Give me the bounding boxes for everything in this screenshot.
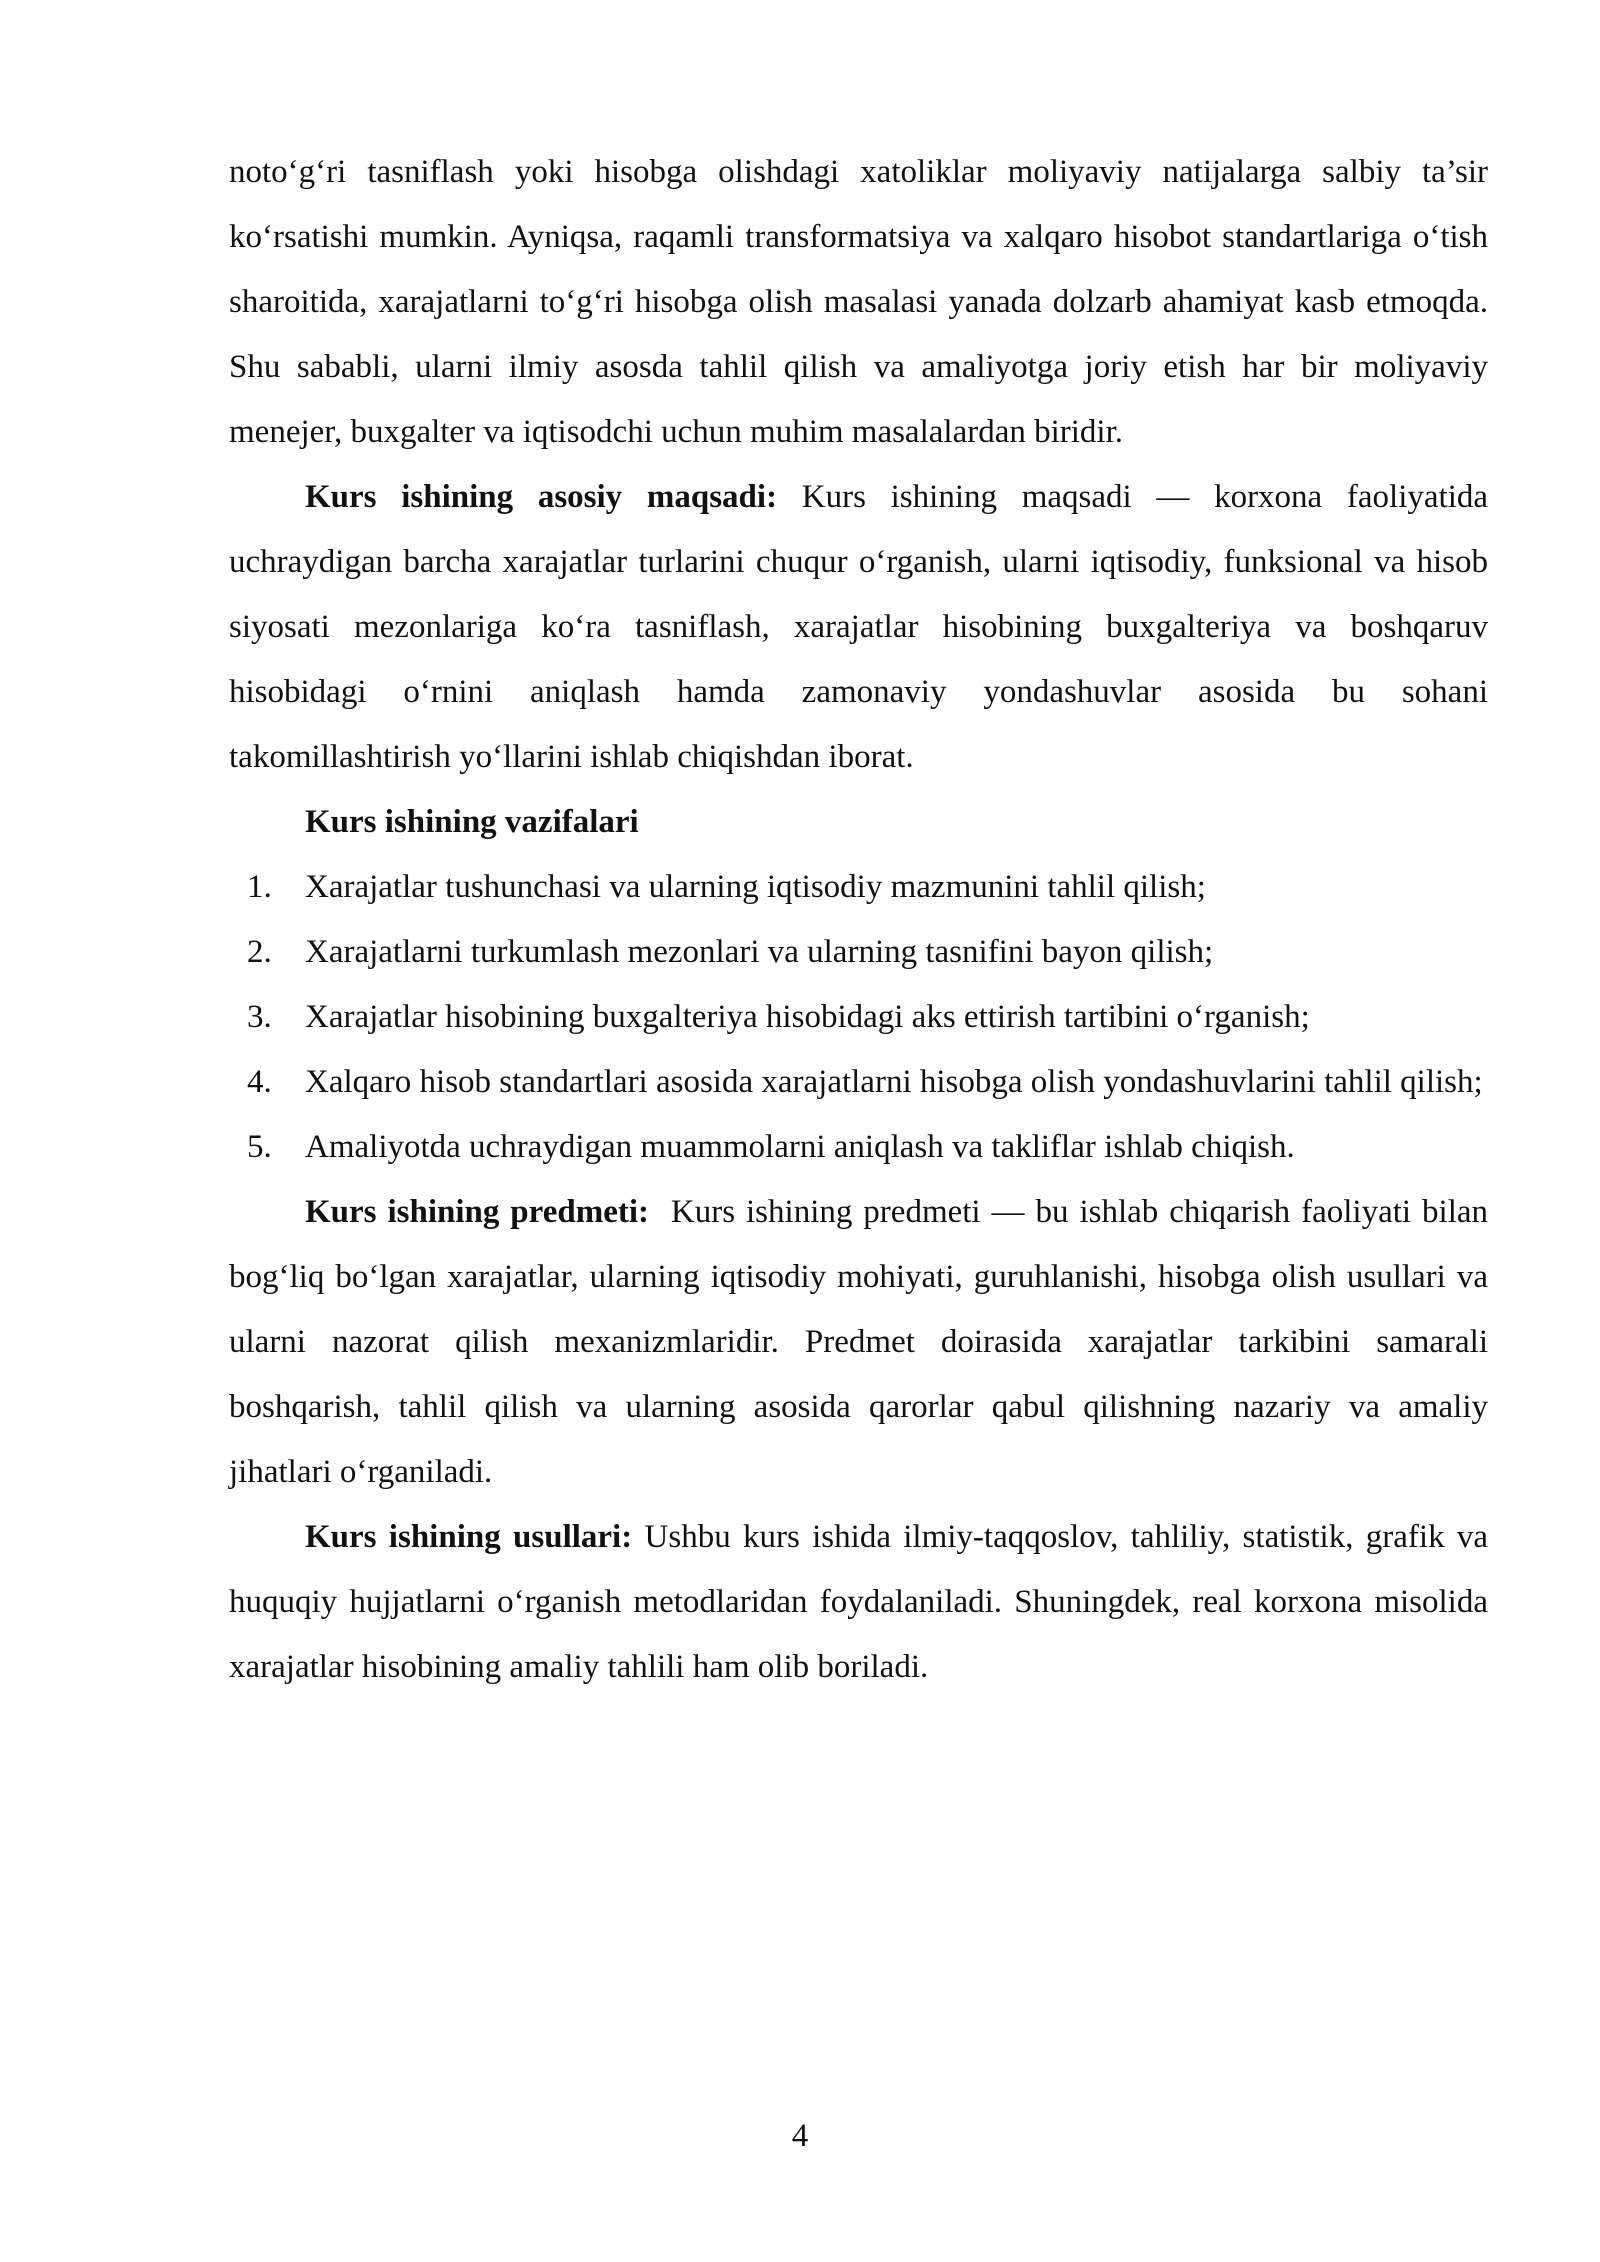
list-item-text: Amaliyotda uchraydigan muammolarni aniqlash va takliflar ishlab chiqish. (305, 1129, 1295, 1165)
tasks-heading: Kurs ishining vazifalari (305, 804, 639, 840)
list-item (229, 920, 1488, 985)
list-item (229, 855, 1488, 920)
methods-text: Ushbu kurs ishida ilmiy-taqqoslov, tahliliy, statistik, grafik va huquqiy hujjatlarni o‘rganish metodlaridan foydalaniladi. Shuningdek, real korxona misolida xarajatlar hisobining amaliy tahlili ham olib boriladi. (229, 1519, 1489, 1685)
document-page (229, 140, 1488, 1700)
list-item (229, 1115, 1488, 1180)
list-item (229, 1050, 1488, 1115)
page-number: 4 (791, 2118, 809, 2154)
list-item-number: 4. (247, 1064, 272, 1100)
list-item-text: Xarajatlar hisobining buxgalteriya hisobidagi aks ettirish tartibini o‘rganish; (305, 999, 1310, 1035)
goal-paragraph (229, 465, 1488, 790)
goal-label: Kurs ishining asosiy maqsadi: (305, 479, 778, 515)
subject-paragraph (229, 1180, 1488, 1505)
list-item-number: 3. (247, 999, 272, 1035)
list-item-number: 2. (247, 934, 272, 970)
list-item-text: Xarajatlarni turkumlash mezonlari va ularning tasnifini bayon qilish; (305, 934, 1214, 970)
list-item-number: 1. (247, 869, 272, 905)
list-item-number: 5. (247, 1129, 272, 1165)
subject-label: Kurs ishining predmeti: (305, 1194, 649, 1230)
goal-text: Kurs ishining maqsadi — korxona faoliyatida uchraydigan barcha xarajatlar turlarini chuqur o‘rganish, ularni iqtisodiy, funksional va hisob siyosati mezonlariga ko‘ra tasniflash, xarajatlar hisobining buxgalteriya va boshqaruv hisobidagi o‘rnini aniqlash hamda zamonaviy yondashuvlar asosida bu sohani takomillashtirish yo‘llarini ishlab chiqishdan iborat. (229, 479, 1489, 775)
intro-paragraph: noto‘g‘ri tasniflash yoki hisobga olishdagi xatoliklar moliyaviy natijalarga salbiy ta’sir ko‘rsatishi mumkin. Ayniqsa, raqamli transformatsiya va xalqaro hisobot standartlariga o‘tish sharoitida, xarajatlarni to‘g‘ri hisobga olish masalasi yanada dolzarb ahamiyat kasb etmoqda. Shu sababli, ularni ilmiy asosda tahlil qilish va amaliyotga joriy etish har bir moliyaviy menejer, buxgalter va iqtisodchi uchun muhim masalalardan biridir. (229, 154, 1488, 450)
list-item (229, 985, 1488, 1050)
methods-paragraph (229, 1505, 1488, 1700)
list-item-text: Xalqaro hisob standartlari asosida xarajatlarni hisobga olish yondashuvlarini tahlil qilish; (305, 1064, 1483, 1100)
list-item-text: Xarajatlar tushunchasi va ularning iqtisodiy mazmunini tahlil qilish; (305, 869, 1206, 905)
subject-text: Kurs ishining predmeti — bu ishlab chiqarish faoliyati bilan bog‘liq bo‘lgan xarajatlar, ularning iqtisodiy mohiyati, guruhlanishi, hisobga olish usullari va ularni nazorat qilish mexanizmlaridir. Predmet doirasida xarajatlar tarkibini samarali boshqarish, tahlil qilish va ularning asosida qarorlar qabul qilishning nazariy va amaliy jihatlari o‘rganiladi. (229, 1194, 1489, 1490)
tasks-list (229, 855, 1488, 1180)
methods-label: Kurs ishining usullari: (305, 1519, 633, 1555)
